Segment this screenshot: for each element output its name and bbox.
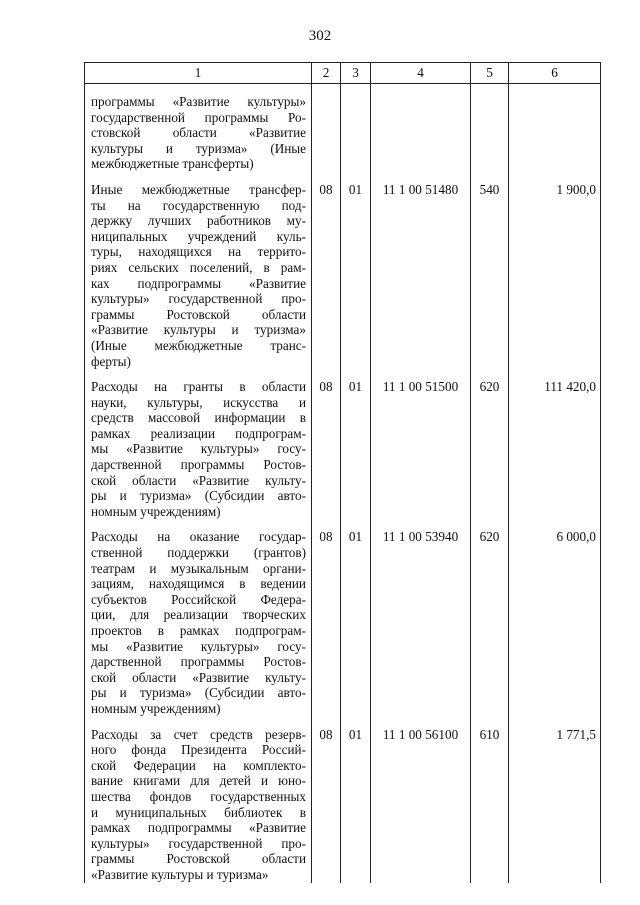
- description-line: ры и туризма» (Субсидии авто-: [91, 488, 306, 504]
- description-line: государственной программы Ро-: [91, 109, 306, 125]
- description-line: вание книгами для детей и юно-: [91, 773, 306, 789]
- page-number: 302: [308, 28, 332, 44]
- description-line: рамках реализации подпрограм-: [91, 425, 306, 441]
- row-description: [85, 172, 312, 369]
- column-header-5: 5: [471, 63, 509, 84]
- column-header-1: 1: [85, 63, 312, 84]
- expense-type-code: 540: [471, 172, 509, 369]
- description-line: ции, для реализации творческих: [91, 607, 306, 623]
- section-code: 08: [312, 519, 341, 716]
- description-line: номным учреждениям): [91, 503, 221, 519]
- description-line: граммы Ростовской области: [91, 851, 306, 867]
- description-line: Расходы за счет средств резерв-: [91, 726, 306, 742]
- expense-type-code: 620: [471, 369, 509, 519]
- row-description: [85, 519, 312, 716]
- description-line: науки, культуры, искусства и: [91, 394, 306, 410]
- section-code: [312, 84, 341, 172]
- description-line: граммы Ростовской области: [91, 306, 306, 322]
- description-line: культуры» государственной про-: [91, 291, 306, 307]
- description-line: Расходы на оказание государ-: [91, 529, 306, 545]
- description-line: мы «Развитие культуры» госу-: [91, 638, 306, 654]
- section-code: 08: [312, 172, 341, 369]
- description-line: ственной поддержки (грантов): [91, 545, 306, 561]
- description-line: ской области «Развитие культу-: [91, 472, 306, 488]
- description-line: номным учреждениям): [91, 700, 221, 716]
- description-line: зациям, находящимся в ведении: [91, 576, 306, 592]
- description-line: культуры» государственной про-: [91, 835, 306, 851]
- description-line: дарственной программы Ростов-: [91, 654, 306, 670]
- amount-value: 1 900,0: [509, 172, 601, 369]
- description-line: ры и туризма» (Субсидии авто-: [91, 685, 306, 701]
- description-line: туры, находящихся на террито-: [91, 244, 306, 260]
- description-line: Расходы на гранты в области: [91, 379, 306, 395]
- description-line: «Развитие культуры и туризма»: [91, 866, 269, 882]
- table-row: [85, 369, 601, 519]
- column-header-2: 2: [312, 63, 341, 84]
- description-line: Иные межбюджетные трансфер-: [91, 181, 306, 197]
- target-article-code: 11 1 00 56100: [371, 717, 471, 883]
- description-line: ферты): [91, 353, 131, 369]
- column-header-6: 6: [509, 63, 601, 84]
- description-line: (Иные межбюджетные транс-: [91, 337, 306, 353]
- description-line: риях сельских поселений, в рам-: [91, 259, 306, 275]
- description-line: ской Федерации на комплекто-: [91, 757, 306, 773]
- table-row: [85, 172, 601, 369]
- section-code: 08: [312, 717, 341, 883]
- description-line: «Развитие культуры и туризма»: [91, 322, 306, 338]
- description-line: дарственной программы Ростов-: [91, 457, 306, 473]
- target-article-code: [371, 84, 471, 172]
- budget-table: [84, 62, 601, 883]
- description-line: ты на государственную под-: [91, 197, 306, 213]
- row-description: [85, 369, 312, 519]
- section-code: 08: [312, 369, 341, 519]
- subsection-code: [341, 84, 371, 172]
- description-line: средств массовой информации в: [91, 410, 306, 426]
- subsection-code: 01: [341, 519, 371, 716]
- target-article-code: 11 1 00 51480: [371, 172, 471, 369]
- description-line: проектов в рамках подпрограм-: [91, 623, 306, 638]
- amount-value: 6 000,0: [509, 519, 601, 716]
- subsection-code: 01: [341, 369, 371, 519]
- table-header-row: [85, 63, 601, 84]
- description-line: рамках подпрограммы «Развитие: [91, 820, 306, 836]
- target-article-code: 11 1 00 53940: [371, 519, 471, 716]
- description-line: программы «Развитие культуры»: [91, 94, 306, 109]
- table-body: [85, 84, 601, 883]
- description-line: театрам и музыкальным органи-: [91, 560, 306, 576]
- description-line: ской области «Развитие культу-: [91, 669, 306, 685]
- description-line: ного фонда Президента Россий-: [91, 742, 306, 758]
- amount-value: [509, 84, 601, 172]
- description-line: ках подпрограммы «Развитие: [91, 275, 306, 291]
- amount-value: 1 771,5: [509, 717, 601, 883]
- target-article-code: 11 1 00 51500: [371, 369, 471, 519]
- expense-type-code: 610: [471, 717, 509, 883]
- column-header-3: 3: [341, 63, 371, 84]
- column-header-4: 4: [371, 63, 471, 84]
- table-row: [85, 717, 601, 883]
- description-line: субъектов Российской Федера-: [91, 591, 306, 607]
- expense-type-code: [471, 84, 509, 172]
- row-description: [85, 717, 312, 883]
- description-line: и муниципальных библиотек в: [91, 804, 306, 820]
- table-row: [85, 519, 601, 716]
- row-description: [85, 84, 312, 172]
- expense-type-code: 620: [471, 519, 509, 716]
- description-line: ниципальных учреждений куль-: [91, 228, 306, 244]
- description-line: шества фондов государственных: [91, 788, 306, 804]
- description-line: стовской области «Развитие: [91, 125, 306, 141]
- subsection-code: 01: [341, 172, 371, 369]
- table-row: [85, 84, 601, 172]
- amount-value: 111 420,0: [509, 369, 601, 519]
- description-line: культуры и туризма» (Иные: [91, 140, 306, 156]
- description-line: держку лучших работников му-: [91, 213, 306, 229]
- subsection-code: 01: [341, 717, 371, 883]
- description-line: межбюджетные трансферты): [91, 156, 254, 172]
- description-line: мы «Развитие культуры» госу-: [91, 441, 306, 457]
